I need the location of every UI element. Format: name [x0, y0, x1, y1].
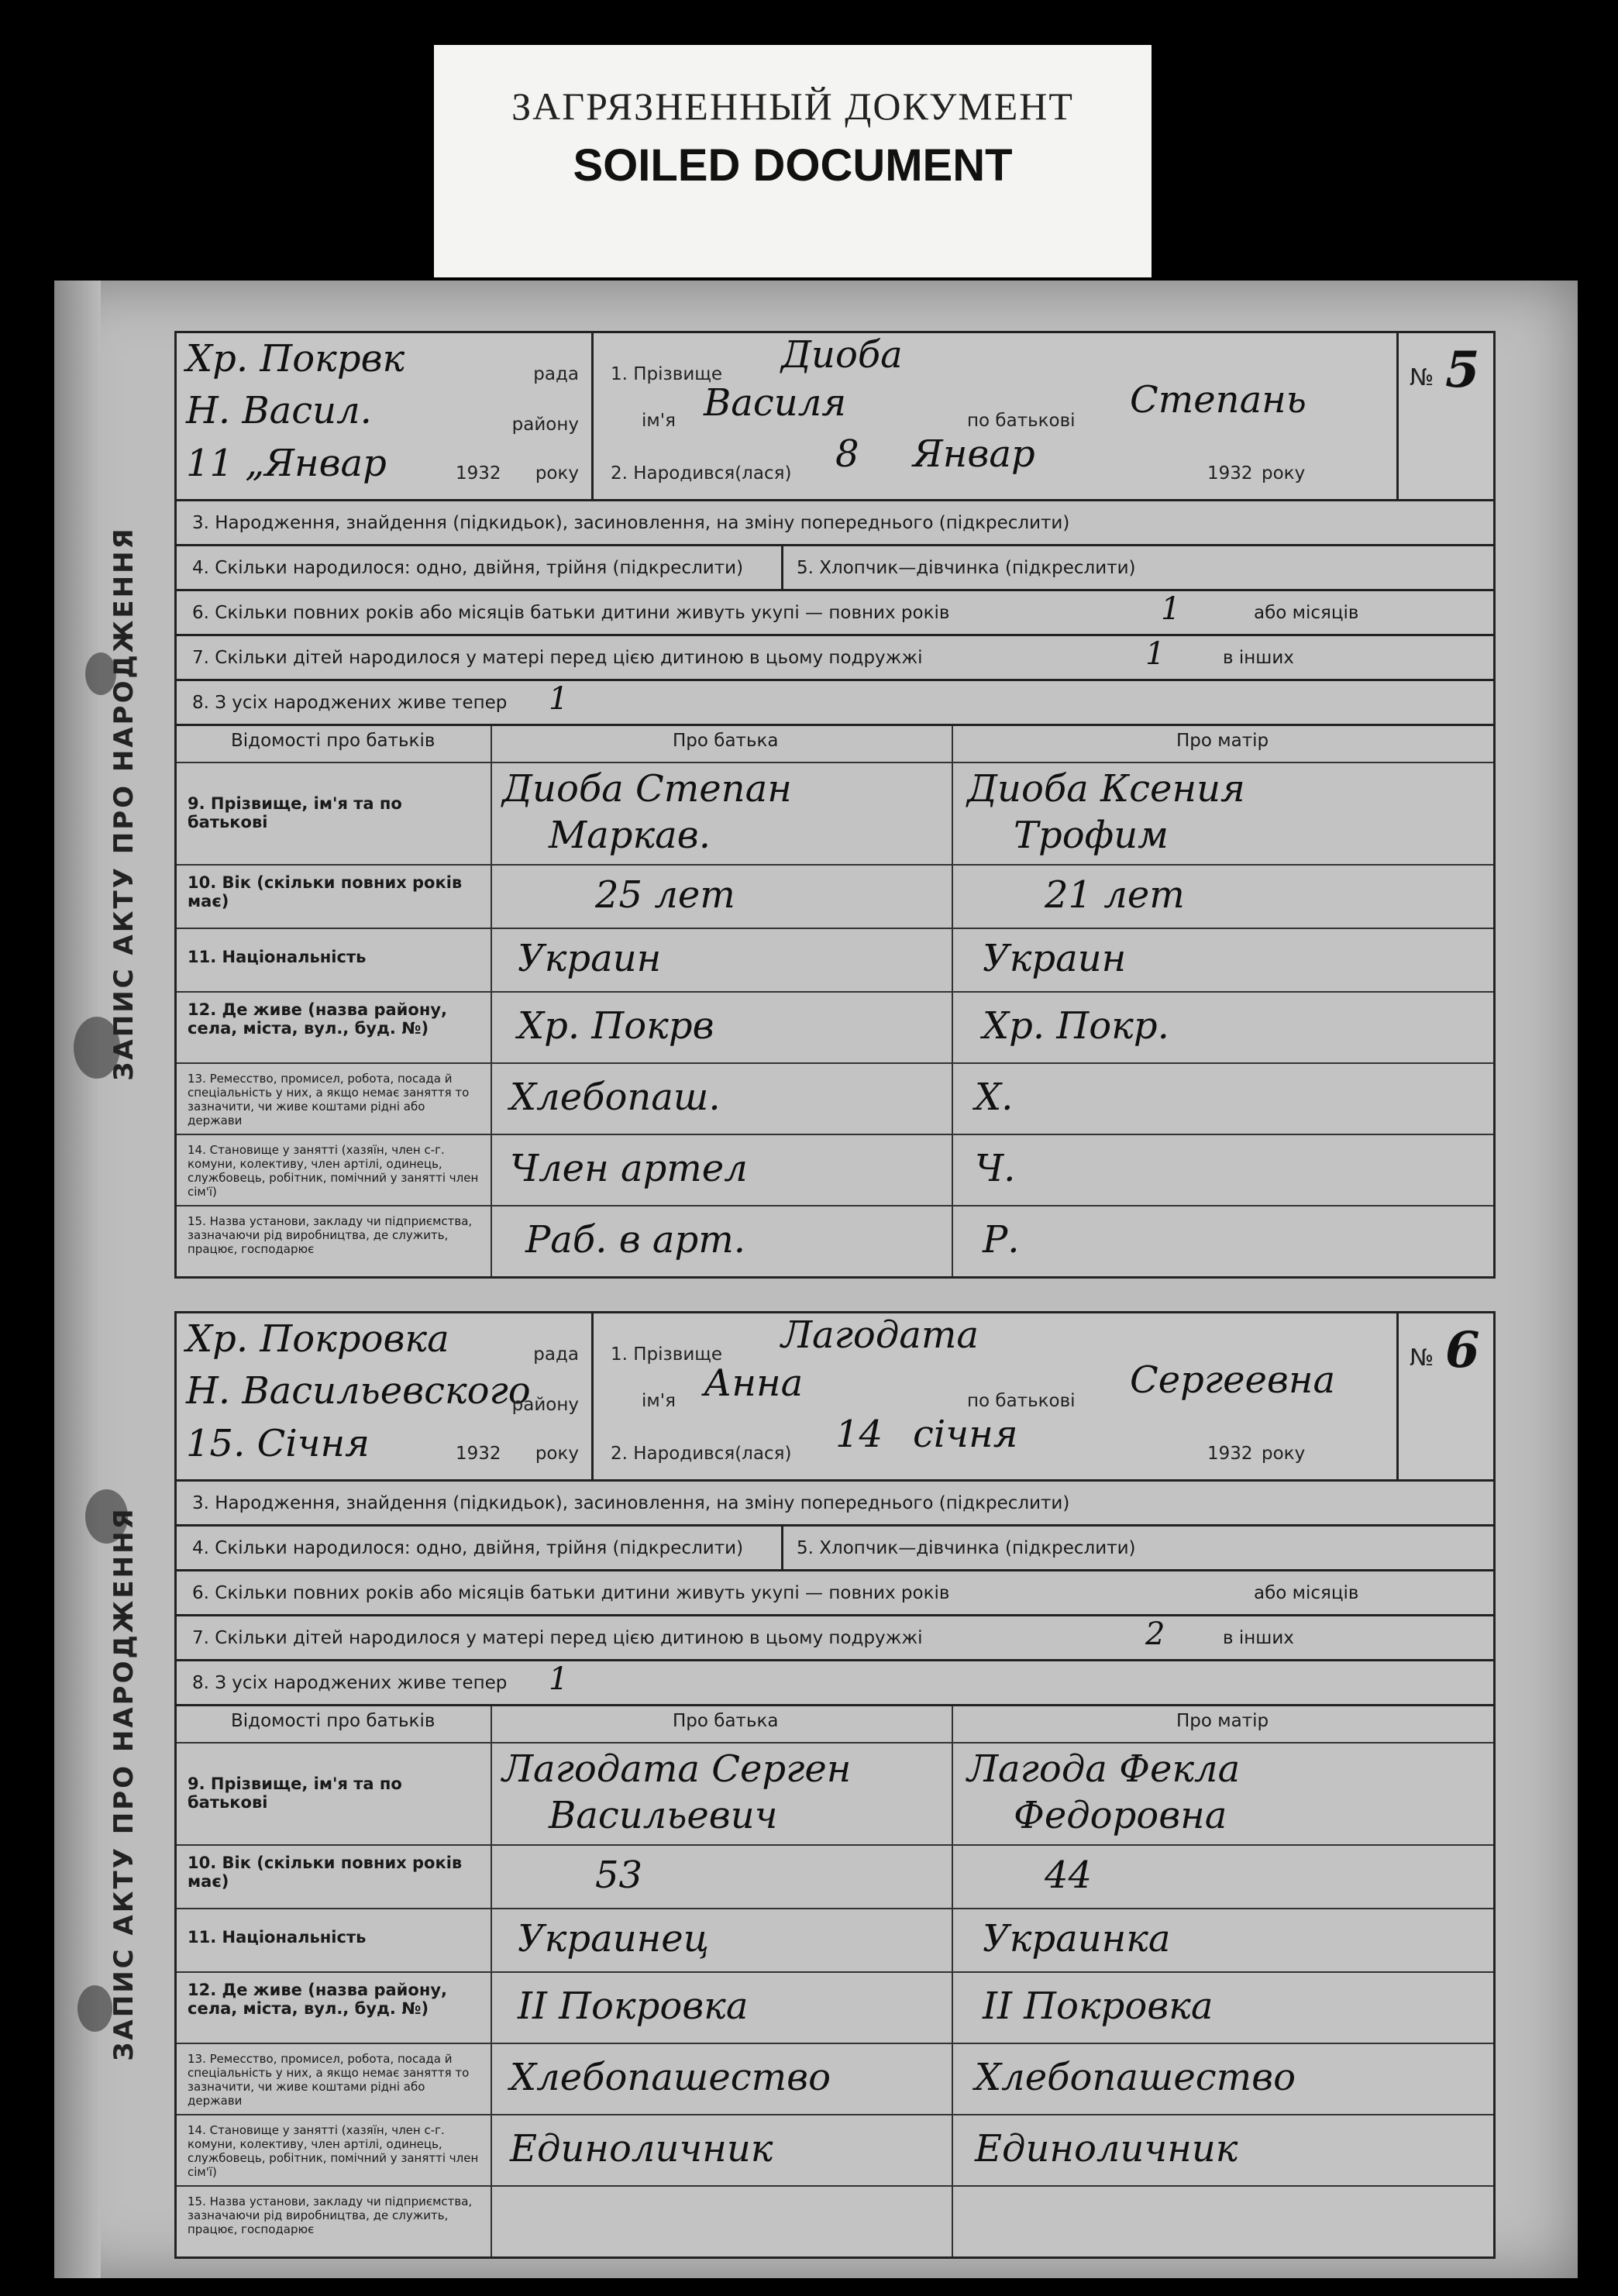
- born-day-value: 14: [835, 1413, 883, 1456]
- row-12-residence: [177, 1971, 1493, 2043]
- record-number: 6: [1445, 1321, 1480, 1379]
- form-label: ЗАПИС АКТУ ПРО НАРОДЖЕННЯ: [108, 1506, 139, 2061]
- form-label: Відомості про батьків: [231, 731, 435, 751]
- rada-value: Хр. Покрвк: [186, 337, 405, 380]
- form-label: 4. Скільки народилося: одно, двійня, трійня (підкреслити): [192, 558, 744, 578]
- father-nationality: Украинец: [518, 1917, 710, 1960]
- mother-name-line1: Лагода Фекла: [967, 1747, 1241, 1791]
- father-age: 53: [595, 1854, 643, 1897]
- mother-status: Единоличник: [975, 2127, 1238, 2170]
- form-label: 13. Ремесство, промисел, робота, посада й спеціальність у них, а якщо немає заняття то зазначити, чи живе коштами рідні або держави: [188, 2052, 470, 2108]
- mother-age: 44: [1045, 1854, 1093, 1897]
- q8-row: [174, 1661, 1496, 1706]
- form-label: 12. Де живе (назва району, села, міста, вул., буд. №): [188, 1000, 447, 1038]
- mother-name-line1: Диоба Ксения: [967, 767, 1245, 811]
- parents-header-row: [177, 726, 1493, 762]
- form-label: або місяців: [1254, 603, 1359, 623]
- row-15-workplace: [177, 2185, 1493, 2256]
- side-heading: [101, 1489, 147, 2078]
- father-status: Единоличник: [510, 2127, 773, 2170]
- birth-record: [108, 1311, 1496, 2259]
- label-english: SOILED DOCUMENT: [573, 140, 1013, 191]
- rada-value: Хр. Покровка: [186, 1317, 449, 1361]
- q3-row: [174, 501, 1496, 546]
- form-label: 3. Народження, знайдення (підкидьок), засиновлення, на зміну попереднього (підкреслити): [192, 1493, 1070, 1513]
- form-label: 14. Становище у занятті (хазяїн, член с-г. комуни, колективу, член артілі, одинець, службовець, робітник, помічний у занятті член сім'ї): [188, 1143, 479, 1199]
- alive-now-value: 1: [549, 681, 569, 717]
- q8-row: [174, 681, 1496, 726]
- alive-now-value: 1: [549, 1661, 569, 1697]
- row-13-occupation: [177, 1062, 1493, 1134]
- name-value: Василя: [704, 381, 847, 425]
- number-sign: №: [1410, 364, 1434, 391]
- form-label: Про батька: [673, 731, 779, 751]
- father-occupation: Хлебопаш.: [510, 1076, 721, 1119]
- mother-occupation: Хлебопашество: [975, 2056, 1296, 2099]
- father-workplace: Раб. в арт.: [525, 1218, 746, 1262]
- name-value: Анна: [704, 1361, 804, 1405]
- rayon-label: району: [511, 415, 579, 435]
- rayon-value: Н. Васильевского: [186, 1369, 531, 1413]
- record-header: [174, 331, 1496, 501]
- form-label: 7. Скільки дітей народилося у матері перед цією дитиною в цьому подружжі: [192, 648, 923, 668]
- form-label: 9. Прізвище, ім'я та по батькові: [188, 794, 402, 831]
- q6-row: [174, 591, 1496, 636]
- father-residence: II Покровка: [518, 1984, 749, 2028]
- father-name-line1: Диоба Степан: [502, 767, 792, 811]
- born-year: 1932: [1207, 1444, 1253, 1464]
- mother-occupation: Х.: [975, 1076, 1014, 1119]
- father-nationality: Украин: [518, 937, 662, 980]
- father-name-line2: Васильевич: [549, 1794, 778, 1837]
- register-page: [54, 281, 1578, 2278]
- form-label: 5. Хлопчик—дівчинка (підкреслити): [797, 558, 1136, 578]
- form-label: Відомості про батьків: [231, 1711, 435, 1731]
- mother-nationality: Украинка: [983, 1917, 1171, 1960]
- born-month-value: січня: [913, 1413, 1018, 1456]
- parents-table: [174, 726, 1496, 1279]
- children-before-value: 2: [1145, 1616, 1165, 1652]
- form-label: 15. Назва установи, закладу чи підприємства, зазначаючи рід виробництва, де служить, працює, господарює: [188, 1214, 473, 1256]
- row-10-age: [177, 1844, 1493, 1908]
- father-occupation: Хлебопашество: [510, 2056, 831, 2099]
- form-label: 11. Національність: [188, 948, 367, 966]
- reg-date-value: 11 „Январ: [186, 442, 387, 485]
- reg-year: 1932: [456, 1444, 501, 1464]
- form-label: 4. Скільки народилося: одно, двійня, трійня (підкреслити): [192, 1538, 744, 1558]
- q7-row: [174, 1616, 1496, 1661]
- form-label: 15. Назва установи, закладу чи підприємства, зазначаючи рід виробництва, де служить, працює, господарює: [188, 2194, 473, 2236]
- row-12-residence: [177, 991, 1493, 1062]
- row-9-names: [177, 762, 1493, 864]
- years-together-value: 1: [1161, 591, 1181, 627]
- form-label: 8. З усіх народжених живе тепер: [192, 1673, 508, 1693]
- rada-label: рада: [533, 364, 579, 384]
- po-batkovi-label: по батькові: [967, 1391, 1076, 1411]
- form-label: 9. Прізвище, ім'я та по батькові: [188, 1774, 402, 1812]
- rayon-value: Н. Васил.: [186, 389, 372, 432]
- mother-workplace: Р.: [983, 1218, 1020, 1262]
- rada-label: рада: [533, 1344, 579, 1365]
- rayon-label: району: [511, 1395, 579, 1415]
- q2-label: 2. Народився(лася): [611, 463, 792, 484]
- mother-residence: Хр. Покр.: [983, 1004, 1169, 1048]
- roku-label: року: [535, 463, 579, 484]
- number-sign: №: [1410, 1344, 1434, 1372]
- form-label: 14. Становище у занятті (хазяїн, член с-г. комуни, колективу, член артілі, одинець, службовець, робітник, помічний у занятті член сім'ї): [188, 2123, 479, 2179]
- born-month-value: Январ: [913, 432, 1035, 476]
- form-label: в інших: [1223, 648, 1294, 668]
- born-roku-label: року: [1262, 463, 1306, 484]
- page-spine: [54, 281, 101, 2278]
- q4-q5-row: [174, 546, 1496, 591]
- form-label: ЗАПИС АКТУ ПРО НАРОДЖЕННЯ: [108, 526, 139, 1081]
- born-year: 1932: [1207, 463, 1253, 484]
- form-label: 12. Де живе (назва району, села, міста, вул., буд. №): [188, 1981, 447, 2018]
- q7-row: [174, 636, 1496, 681]
- form-label: 7. Скільки дітей народилося у матері перед цією дитиною в цьому подружжі: [192, 1628, 923, 1648]
- parents-table: [174, 1706, 1496, 2259]
- father-name-line1: Лагодата Серген: [502, 1747, 852, 1791]
- header-location-cell: [177, 333, 594, 499]
- imya-label: ім'я: [642, 411, 676, 431]
- row-9-names: [177, 1742, 1493, 1844]
- form-label: 10. Вік (скільки повних років має): [188, 1854, 463, 1891]
- form-label: 3. Народження, знайдення (підкидьок), засиновлення, на зміну попереднього (підкреслити): [192, 513, 1070, 533]
- header-location-cell: [177, 1313, 594, 1479]
- q2-label: 2. Народився(лася): [611, 1444, 792, 1464]
- mother-name-line2: Трофим: [1014, 814, 1169, 857]
- row-15-workplace: [177, 1205, 1493, 1276]
- roku-label: року: [535, 1444, 579, 1464]
- form-label: 5. Хлопчик—дівчинка (підкреслити): [797, 1538, 1136, 1558]
- q1-label: 1. Прізвище: [611, 364, 723, 384]
- label-russian: ЗАГРЯЗНЕННЫЙ ДОКУМЕНТ: [511, 84, 1074, 128]
- form-label: 6. Скільки повних років або місяців батьки дитини живуть укупі — повних років: [192, 1583, 950, 1603]
- row-14-status: [177, 2114, 1493, 2185]
- children-before-value: 1: [1145, 636, 1165, 672]
- surname-value: Диоба: [781, 333, 903, 377]
- form-label: 8. З усіх народжених живе тепер: [192, 693, 508, 713]
- form-label: 11. Національність: [188, 1928, 367, 1947]
- record-number: 5: [1445, 341, 1480, 399]
- mother-name-line2: Федоровна: [1014, 1794, 1227, 1837]
- row-10-age: [177, 864, 1493, 928]
- q4-q5-row: [174, 1527, 1496, 1571]
- mother-residence: II Покровка: [983, 1984, 1214, 2028]
- form-label: Про батька: [673, 1711, 779, 1731]
- mother-nationality: Украин: [983, 937, 1127, 980]
- q1-label: 1. Прізвище: [611, 1344, 723, 1365]
- father-status: Член артел: [510, 1147, 748, 1190]
- row-11-nationality: [177, 1908, 1493, 1971]
- form-label: в інших: [1223, 1628, 1294, 1648]
- parents-header-row: [177, 1706, 1493, 1742]
- row-14-status: [177, 1134, 1493, 1205]
- imya-label: ім'я: [642, 1391, 676, 1411]
- soiled-document-label: [434, 45, 1152, 277]
- q3-row: [174, 1482, 1496, 1527]
- patronymic-value: Степань: [1130, 378, 1306, 422]
- father-residence: Хр. Покрв: [518, 1004, 714, 1048]
- born-roku-label: року: [1262, 1444, 1306, 1464]
- record-header: [174, 1311, 1496, 1482]
- form-label: або місяців: [1254, 1583, 1359, 1603]
- reg-date-value: 15. Січня: [186, 1422, 370, 1465]
- surname-value: Лагодата: [781, 1313, 979, 1357]
- row-11-nationality: [177, 928, 1493, 991]
- row-13-occupation: [177, 2043, 1493, 2114]
- form-label: 13. Ремесство, промисел, робота, посада й спеціальність у них, а якщо немає заняття то зазначити, чи живе коштами рідні або держави: [188, 1072, 470, 1127]
- father-age: 25 лет: [595, 873, 735, 917]
- form-label: 10. Вік (скільки повних років має): [188, 873, 463, 910]
- mother-age: 21 лет: [1045, 873, 1185, 917]
- reg-year: 1932: [456, 463, 501, 484]
- patronymic-value: Сергеевна: [1130, 1358, 1336, 1402]
- birth-record: [108, 331, 1496, 1279]
- side-heading: [101, 509, 147, 1098]
- form-label: 6. Скільки повних років або місяців батьки дитини живуть укупі — повних років: [192, 603, 950, 623]
- father-name-line2: Маркав.: [549, 814, 711, 857]
- mother-status: Ч.: [975, 1147, 1016, 1190]
- q6-row: [174, 1571, 1496, 1616]
- born-day-value: 8: [835, 432, 859, 476]
- record-number-cell: [1396, 1313, 1493, 1479]
- form-label: Про матір: [1176, 1711, 1269, 1731]
- record-number-cell: [1396, 333, 1493, 499]
- form-label: Про матір: [1176, 731, 1269, 751]
- po-batkovi-label: по батькові: [967, 411, 1076, 431]
